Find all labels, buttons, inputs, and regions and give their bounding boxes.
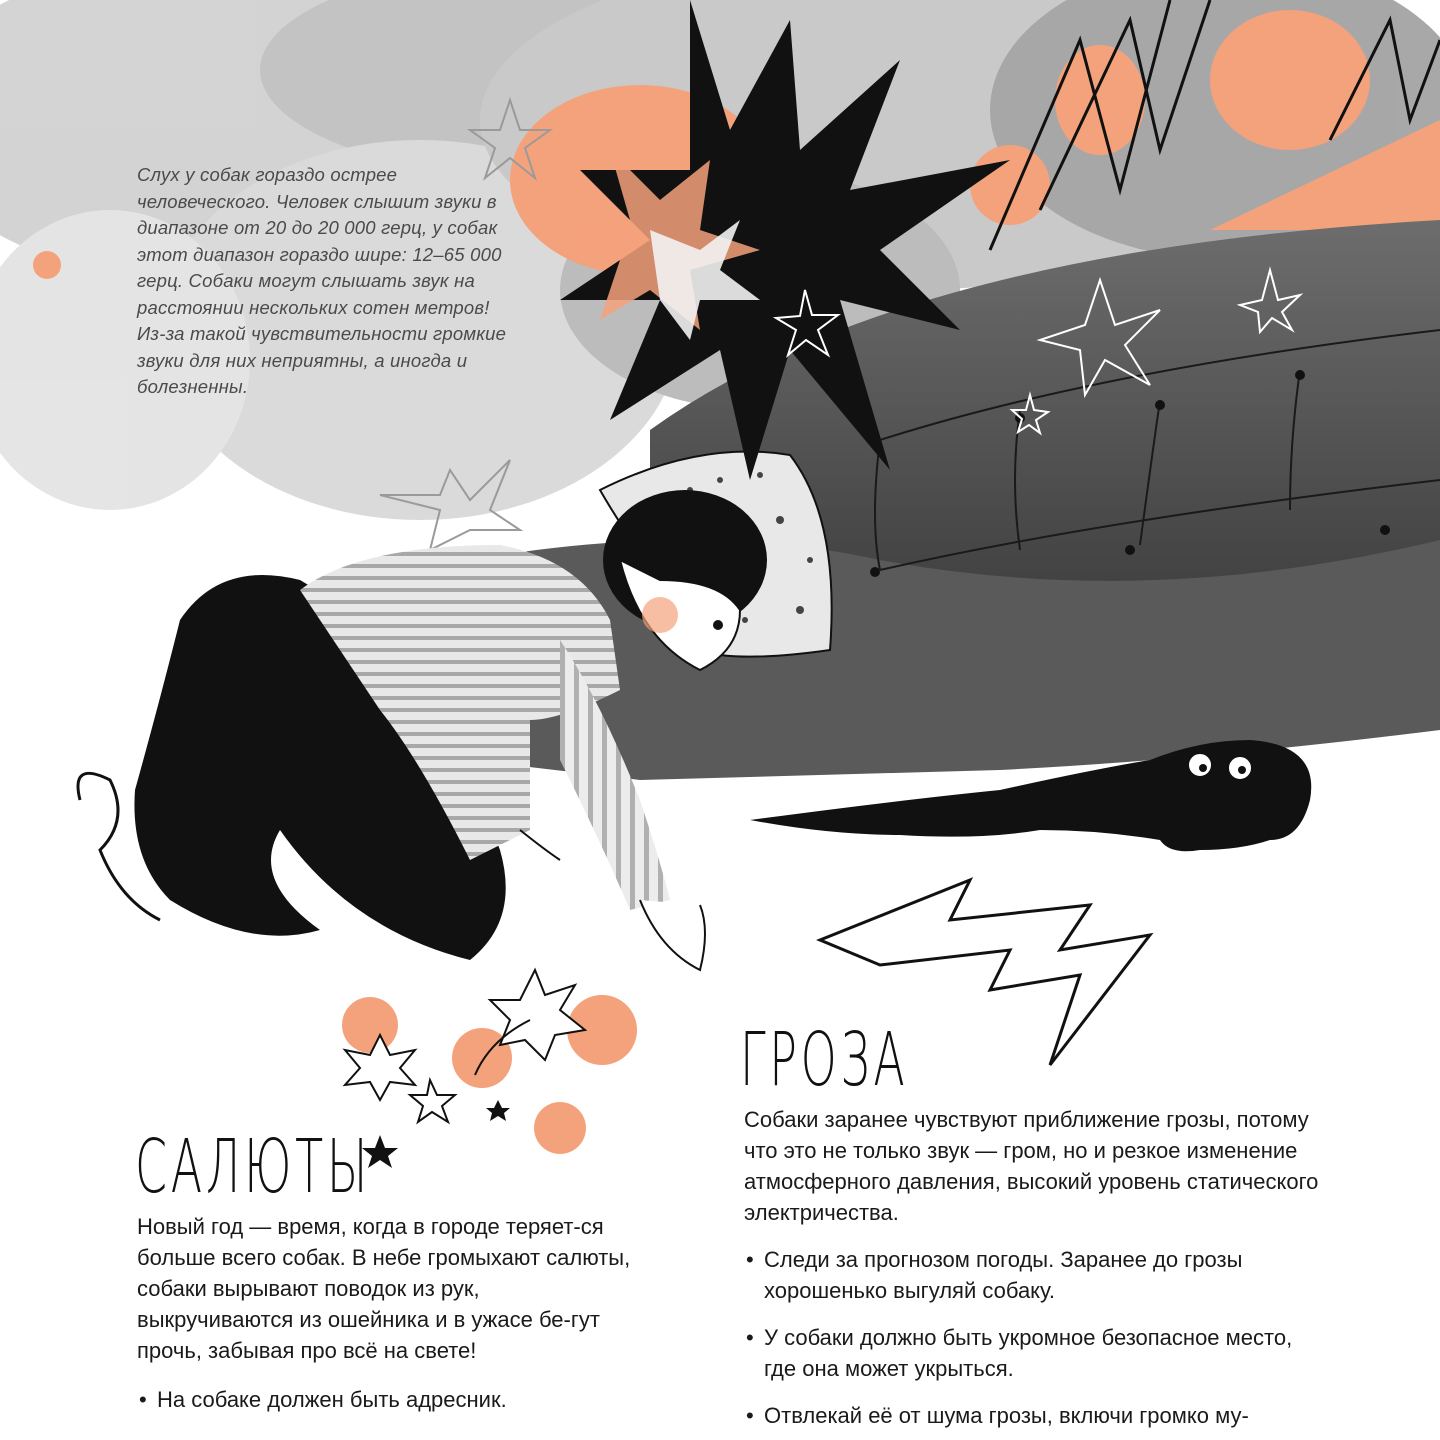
fireworks-heading: САЛЮТЫ [135,1124,372,1210]
storm-heading: ГРОЗА [740,1017,909,1103]
list-item: • У собаки должно быть укромное безопасное место, где она может укрыться. [744,1322,1324,1384]
storm-section [744,1104,1324,1431]
fireworks-body: Новый год — время, когда в городе теряет-ся больше всего собак. В небе громыхают салюты, собаки вырывают поводок из рук, выкручиваются из ошейника и в ужасе бе-гут прочь, забывая про всё на свете! [137,1214,631,1363]
intro-note [137,162,507,401]
fireworks-section [137,1211,637,1415]
storm-body: Собаки заранее чувствуют приближение грозы, потому что это не только звук — гром, но и резкое изменение атмосферного давления, высокий уровень статического электричества. [744,1107,1319,1225]
list-item: • Отвлекай её от шума грозы, включи громко му- [744,1400,1324,1431]
list-item: • На собаке должен быть адресник. [137,1384,637,1415]
list-item: • Следи за прогнозом погоды. Заранее до грозы хорошенько выгуляй собаку. [744,1244,1324,1306]
storm-bullets [744,1244,1324,1431]
intro-note-text: Слух у собак гораздо острее человеческого. Человек слышит звуки в диапазоне от 20 до 20 000 герц, у собак этот диапазон гораздо шире: 12–65 000 герц. Собаки могут слышать звук на расстоянии нескольких сотен метров! Из-за такой чувствительности громкие звуки для них неприятны, а иногда и болезненны. [137,164,507,397]
fireworks-bullets [137,1384,637,1415]
star-icon [486,1100,510,1121]
